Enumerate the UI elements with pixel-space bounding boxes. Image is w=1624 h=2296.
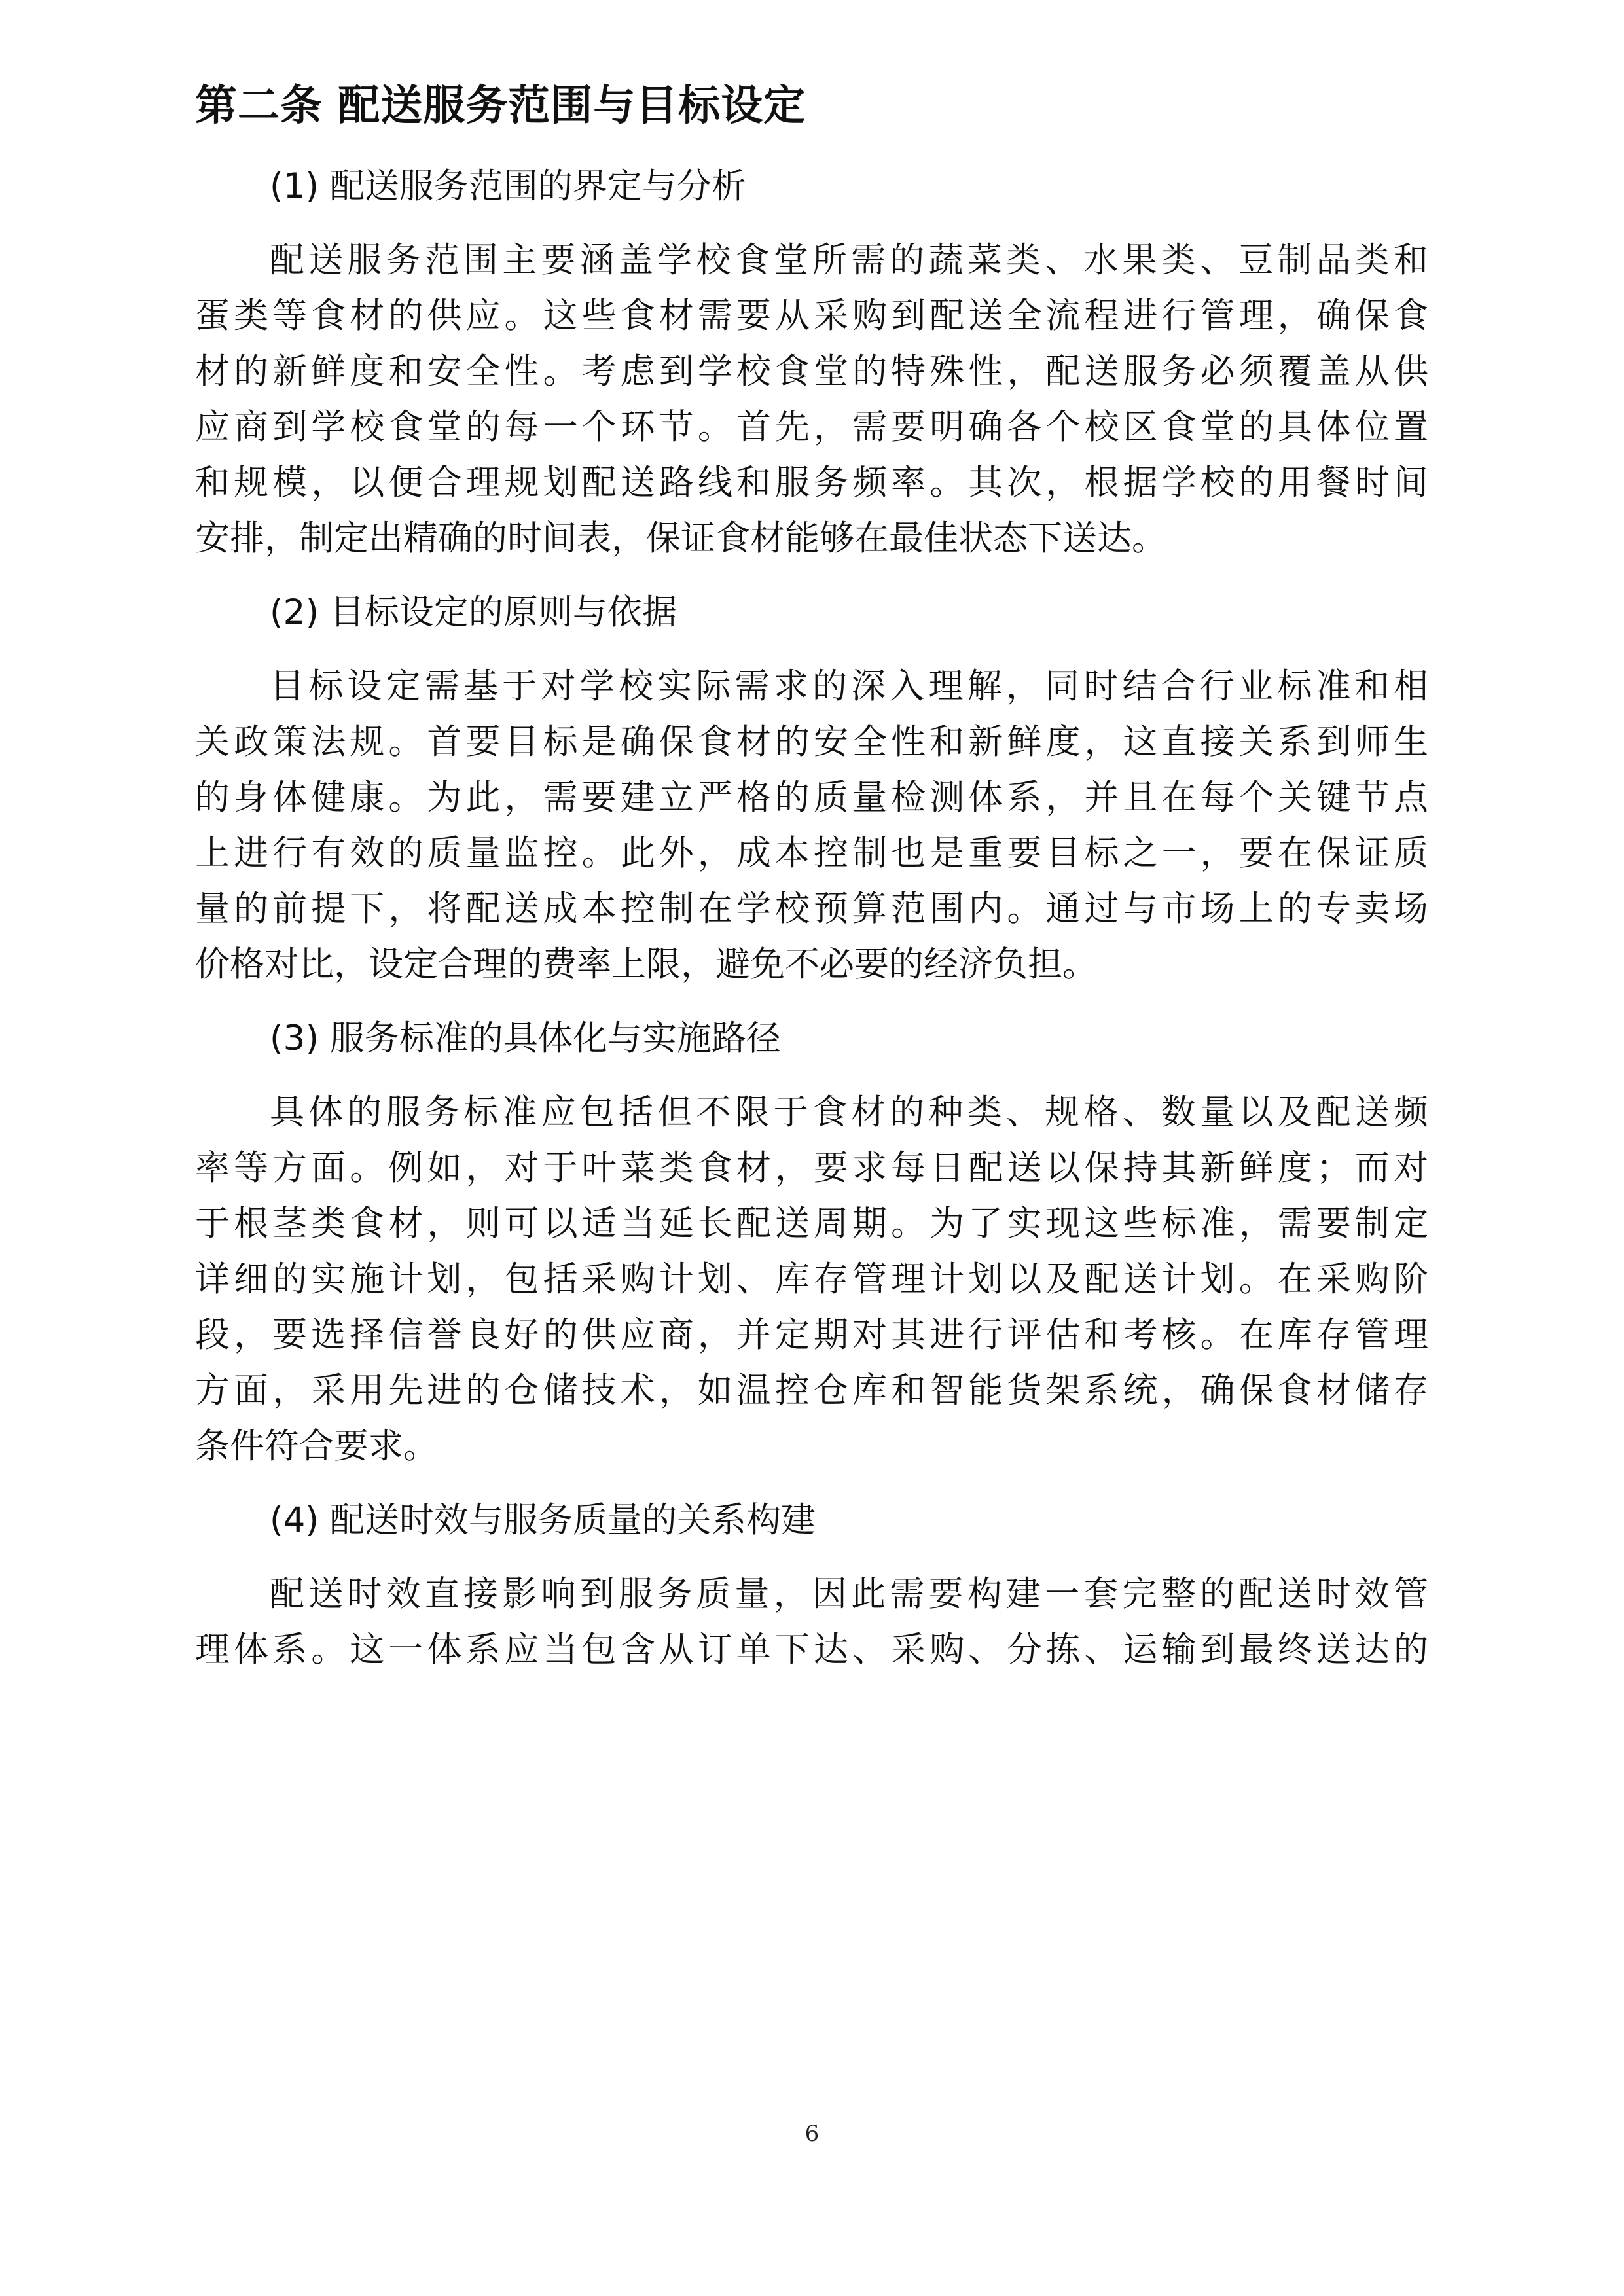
paragraph-line: 材的新鲜度和安全性。考虑到学校食堂的特殊性，配送服务必须覆盖从供 [195,351,1428,391]
paragraph-line: 和规模，以便合理规划配送路线和服务频率。其次，根据学校的用餐时间 [195,463,1428,503]
paragraph-line: 率等方面。例如，对于叶菜类食材，要求每日配送以保持其新鲜度；而对 [195,1148,1428,1188]
paragraph-line: 配送时效直接影响到服务质量，因此需要构建一套完整的配送时效管 [270,1574,1428,1614]
paragraph-line: 于根茎类食材，则可以适当延长配送周期。为了实现这些标准，需要制定 [195,1204,1428,1244]
paragraph-line: 价格对比，设定合理的费率上限，避免不必要的经济负担。 [195,944,1097,984]
paragraph-line: 安排，制定出精确的时间表，保证食材能够在最佳状态下送达。 [195,518,1166,558]
paragraph-line: 条件符合要求。 [195,1426,438,1466]
section-2-subheading: (2) 目标设定的原则与依据 [270,592,677,632]
section-1-paragraph [195,232,1428,566]
section-3-subheading: (3) 服务标准的具体化与实施路径 [270,1018,781,1058]
section-1-subheading: (1) 配送服务范围的界定与分析 [270,166,746,206]
paragraph-line: 应商到学校食堂的每一个环节。首先，需要明确各个校区食堂的具体位置 [195,407,1428,447]
paragraph-line: 上进行有效的质量监控。此外，成本控制也是重要目标之一，要在保证质 [195,833,1428,873]
section-4-subheading: (4) 配送时效与服务质量的关系构建 [270,1500,816,1540]
paragraph-line: 量的前提下，将配送成本控制在学校预算范围内。通过与市场上的专卖场 [195,889,1428,929]
paragraph-line: 配送服务范围主要涵盖学校食堂所需的蔬菜类、水果类、豆制品类和 [270,240,1428,280]
section-4-paragraph [195,1566,1428,1677]
paragraph-line: 理体系。这一体系应当包含从订单下达、采购、分拣、运输到最终送达的 [195,1630,1428,1670]
page-number: 6 [804,2121,820,2147]
paragraph-line: 蛋类等食材的供应。这些食材需要从采购到配送全流程进行管理，确保食 [195,296,1428,336]
paragraph-line: 方面，采用先进的仓储技术，如温控仓库和智能货架系统，确保食材储存 [195,1371,1428,1410]
page-content [195,73,1428,1696]
paragraph-line: 段，要选择信誉良好的供应商，并定期对其进行评估和考核。在库存管理 [195,1315,1428,1355]
paragraph-line: 目标设定需基于对学校实际需求的深入理解，同时结合行业标准和相 [270,666,1428,706]
section-2-paragraph [195,658,1428,992]
paragraph-line: 详细的实施计划，包括采购计划、库存管理计划以及配送计划。在采购阶 [195,1259,1428,1299]
paragraph-line: 具体的服务标准应包括但不限于食材的种类、规格、数量以及配送频 [270,1092,1428,1132]
article-heading: 第二条 配送服务范围与目标设定 [195,82,806,130]
paragraph-line: 的身体健康。为此，需要建立严格的质量检测体系，并且在每个关键节点 [195,778,1428,817]
paragraph-line: 关政策法规。首要目标是确保食材的安全性和新鲜度，这直接关系到师生 [195,722,1428,762]
section-3-paragraph [195,1085,1428,1474]
